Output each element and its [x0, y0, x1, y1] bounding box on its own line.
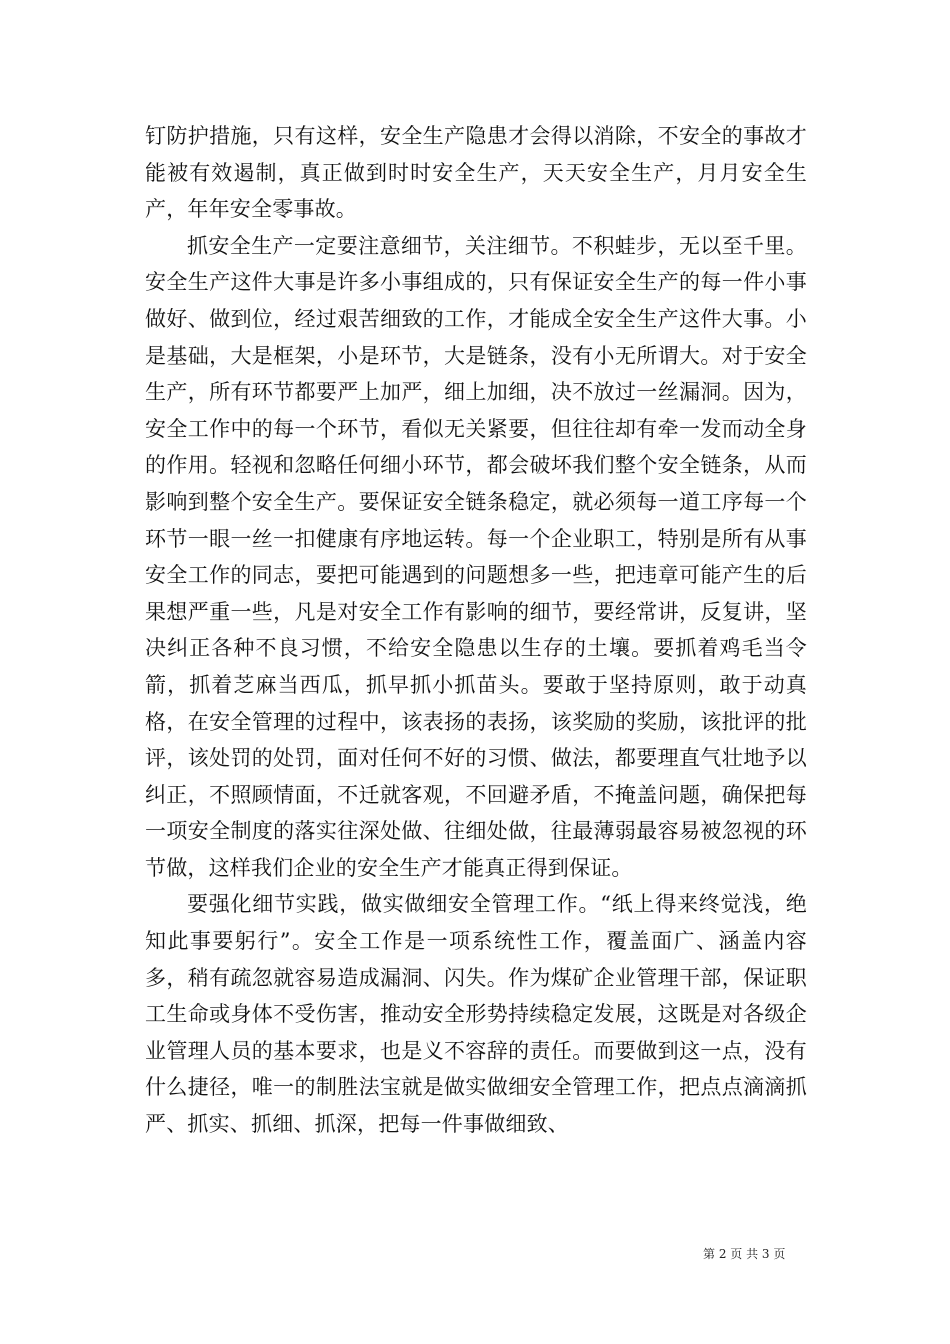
- paragraph-2: 抓安全生产一定要注意细节，关注细节。不积蛙步，无以至千里。安全生产这件大事是许多小事组成的，只有保证安全生产的每一件小事做好、做到位，经过艰苦细致的工作，才能成全安全生产这件大事。小是基础，大是框架，小是环节，大是链条，没有小无所谓大。对于安全生产，所有环节都要严上加严，细上加细，决不放过一丝漏洞。因为，安全工作中的每一个环节，看似无关紧要，但往往却有牵一发而动全身的作用。轻视和忽略任何细小环节，都会破坏我们整个安全链条，从而影响到整个安全生产。要保证安全链条稳定，就必须每一道工序每一个环节一眼一丝一扣健康有序地运转。每一个企业职工，特别是所有从事安全工作的同志，要把可能遇到的问题想多一些，把违章可能产生的后果想严重一些，凡是对安全工作有影响的细节，要经常讲，反复讲，坚决纠正各种不良习惯，不给安全隐患以生存的土壤。要抓着鸡毛当令箭，抓着芝麻当西瓜，抓早抓小抓苗头。要敢于坚持原则，敢于动真格，在安全管理的过程中，该表扬的表扬，该奖励的奖励，该批评的批评，该处罚的处罚，面对任何不好的习惯、做法，都要理直气壮地予以纠正，不照顾情面，不迁就客观，不回避矛盾，不掩盖问题，确保把每一项安全制度的落实往深处做、往细处做，往最薄弱最容易被忽视的环节做，这样我们企业的安全生产才能真正得到保证。: [145, 233, 807, 880]
- page-number-footer: 第 2 页 共 3 页: [703, 1247, 786, 1261]
- paragraph-1: 钉防护措施，只有这样，安全生产隐患才会得以消除，不安全的事故才能被有效遏制，真正做到时时安全生产，天天安全生产，月月安全生产，年年安全零事故。: [145, 124, 807, 222]
- paragraph-3: 要强化细节实践，做实做细安全管理工作。“纸上得来终觉浅，绝知此事要躬行”。安全工作是一项系统性工作，覆盖面广、涵盖内容多，稍有疏忽就容易造成漏洞、闪失。作为煤矿企业管理干部，保证职工生命或身体不受伤害，推动安全形势持续稳定发展，这既是对各级企业管理人员的基本要求，也是义不容辞的责任。而要做到这一点，没有什么捷径，唯一的制胜法宝就是做实做细安全管理工作，把点点滴滴抓严、抓实、抓细、抓深，把每一件事做细致、: [145, 892, 807, 1137]
- document-body: [145, 118, 807, 1143]
